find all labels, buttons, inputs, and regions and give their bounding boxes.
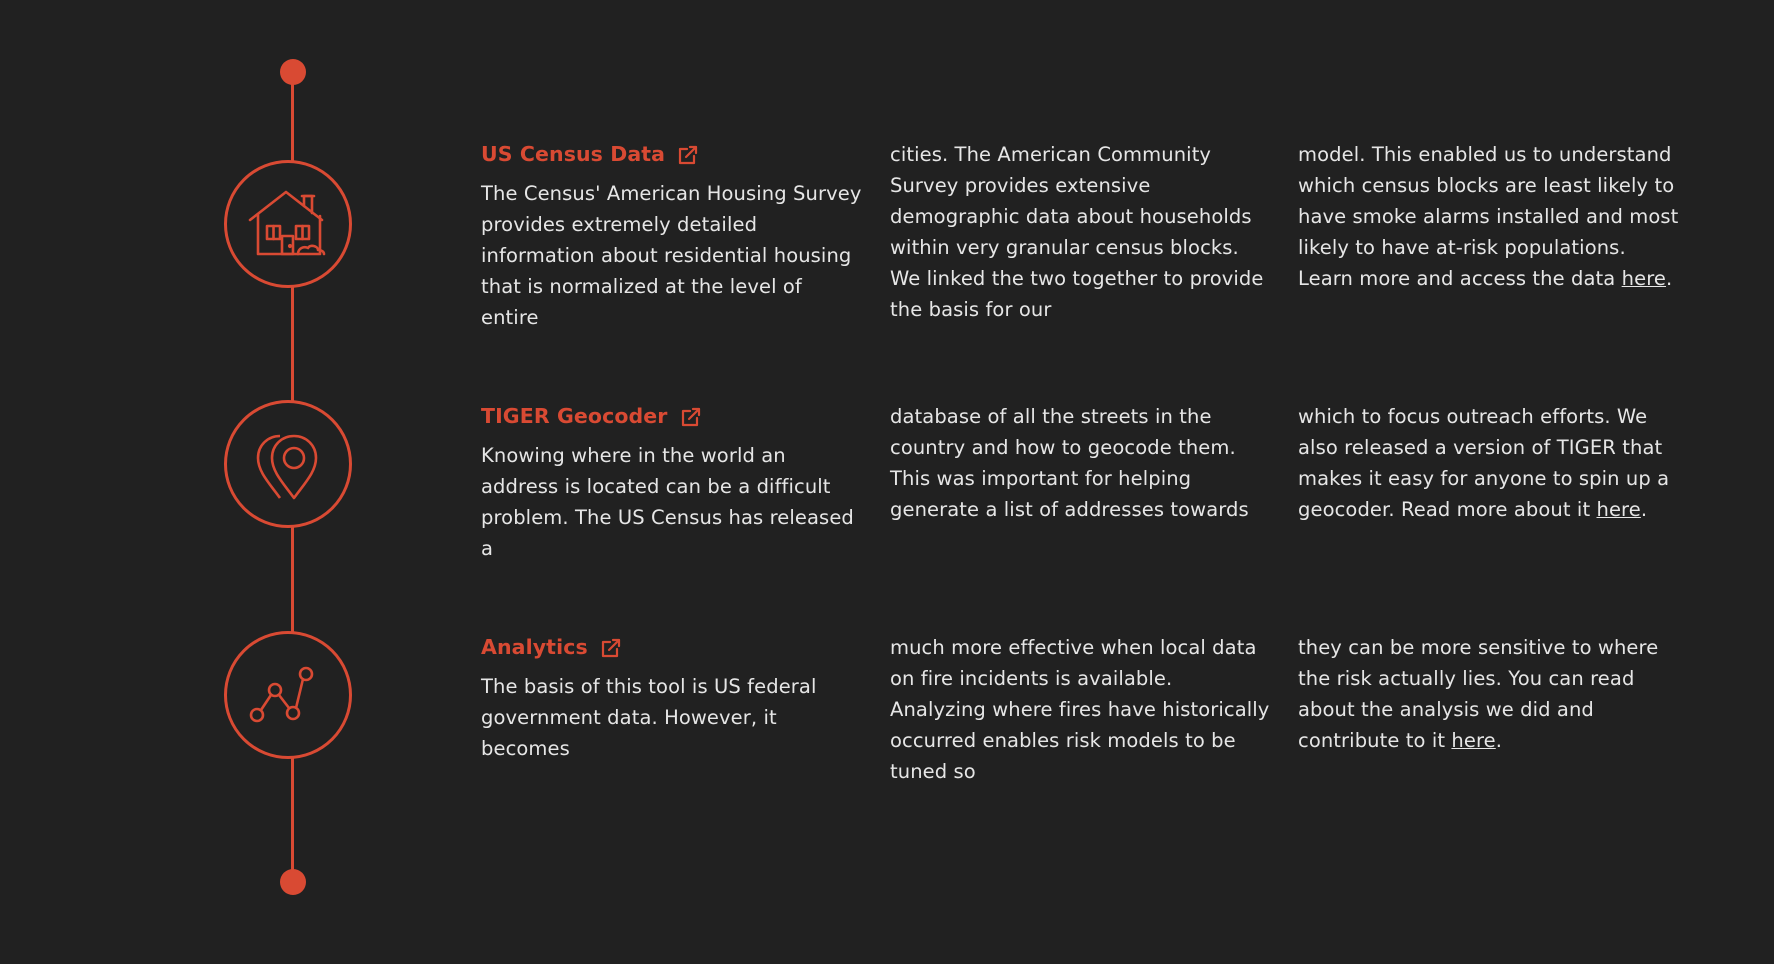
section-title[interactable]: US Census Data [481, 142, 666, 166]
section-text-part: they can be more sensitive to where the risk actually lies. You can read about the analysis we did and contribute to it [1298, 636, 1659, 752]
section-heading[interactable] [481, 139, 865, 170]
period: . [1665, 267, 1673, 290]
timeline-start-dot [280, 59, 306, 85]
section-text [1298, 401, 1682, 525]
section-column-3 [1298, 632, 1682, 756]
geocoder-node [224, 400, 352, 528]
line-chart-icon [244, 651, 332, 739]
section-text: cities. The American Community Survey provides extensive demographic data about households within very granular census blocks. We linked the two together to provide the basis for our [890, 143, 1264, 321]
external-link-icon[interactable] [677, 144, 699, 166]
census-node [224, 160, 352, 288]
section-text: The Census' American Housing Survey provides extremely detailed information about residential housing that is normalized at the level of entire [481, 182, 862, 329]
analytics-node [224, 631, 352, 759]
external-link-icon[interactable] [600, 637, 622, 659]
house-icon [244, 180, 332, 268]
section-text: much more effective when local data on fire incidents is available. Analyzing where fires have historically occurred enables risk models to be tuned so [890, 636, 1270, 783]
section-column-1 [481, 139, 865, 333]
section-column-2 [890, 139, 1274, 325]
section-column-1 [481, 401, 865, 564]
external-link-icon[interactable] [680, 406, 702, 428]
section-text [1298, 139, 1682, 294]
period: . [1640, 498, 1648, 521]
section-text-part: which to focus outreach efforts. We also released a version of TIGER that makes it easy for anyone to spin up a geocoder. Read more about it [1298, 405, 1670, 521]
section-column-3 [1298, 401, 1682, 525]
here-link[interactable]: here [1451, 729, 1496, 752]
section-heading[interactable] [481, 632, 865, 663]
section-text [1298, 632, 1682, 756]
here-link[interactable]: here [1596, 498, 1641, 521]
section-column-2 [890, 632, 1274, 787]
section-text: Knowing where in the world an address is located can be a difficult problem. The US Census has released a [481, 444, 854, 560]
section-text-part: model. This enabled us to understand which census blocks are least likely to have smoke alarms installed and most likely to have at-risk populations. Learn more and access the data [1298, 143, 1679, 290]
section-title[interactable]: TIGER Geocoder [481, 404, 668, 428]
section-text: database of all the streets in the country and how to geocode them. This was important for helping generate a list of addresses towards [890, 405, 1249, 521]
section-column-3 [1298, 139, 1682, 294]
period: . [1495, 729, 1503, 752]
section-column-2 [890, 401, 1274, 525]
map-pin-icon [244, 420, 332, 508]
section-title[interactable]: Analytics [481, 635, 588, 659]
here-link[interactable]: here [1621, 267, 1666, 290]
section-text: The basis of this tool is US federal government data. However, it becomes [481, 675, 817, 760]
section-column-1 [481, 632, 865, 764]
section-heading[interactable] [481, 401, 865, 432]
timeline-end-dot [280, 869, 306, 895]
